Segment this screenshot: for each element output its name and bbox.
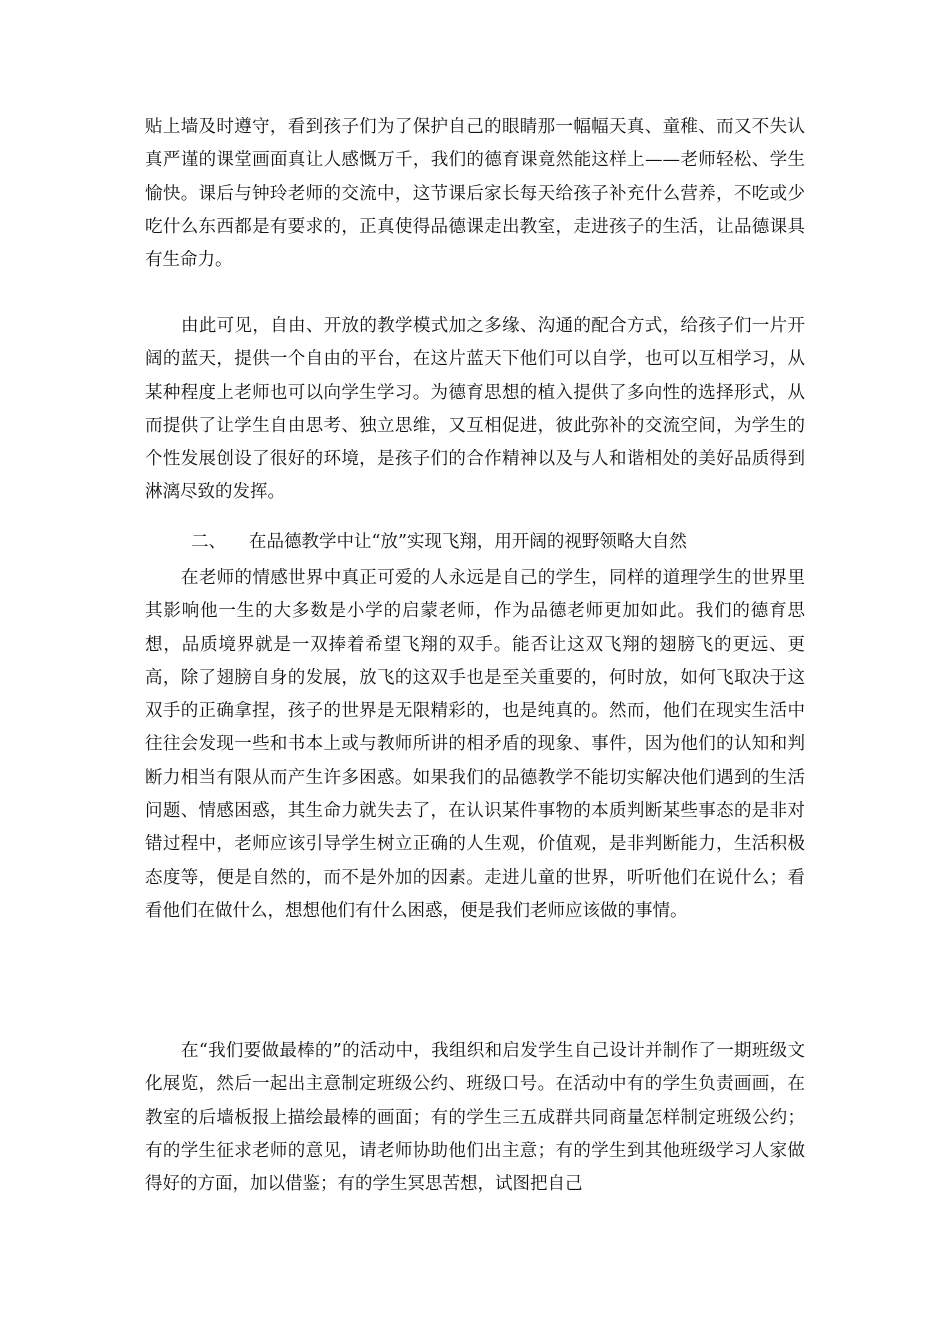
- paragraph-continuation: 贴上墙及时遵守，看到孩子们为了保护自己的眼睛那一幅幅天真、童稚、而又不失认真严谨的课堂画面真让人感慨万千，我们的德育课竟然能这样上——老师轻松、学生愉快。课后与钟玲老师的交流中，这节课后家长每天给孩子补充什么营养，不吃或少吃什么东西都是有要求的，正真使得品德课走出教室，走进孩子的生活，让品德课具有生命力。: [145, 117, 805, 271]
- section-title: 在品德教学中让“放”实现飞翔，用开阔的视野领略大自然: [249, 532, 687, 552]
- paragraph-activity: 在“我们要做最棒的”的活动中，我组织和启发学生自己设计并制作了一期班级文化展览，然后一起出主意制定班级公约、班级口号。在活动中有的学生负责画画，在教室的后墙板报上描绘最棒的画面；有的学生三五成群共同商量怎样制定班级公约；有的学生征求老师的意见，请老师协助他们出主意；有的学生到其他班级学习人家做得好的方面，加以借鉴；有的学生冥思苦想，试图把自己: [145, 1041, 805, 1195]
- paragraph-conclusion: 由此可见，自由、开放的教学模式加之多缘、沟通的配合方式，给孩子们一片开阔的蓝天，提供一个自由的平台，在这片蓝天下他们可以自学，也可以互相学习，从某种程度上老师也可以向学生学习。为德育思想的植入提供了多向性的选择形式，从而提供了让学生自由思考、独立思维，又互相促进，彼此弥补的交流空间，为学生的个性发展创设了很好的环境，是孩子们的合作精神以及与人和谐相处的美好品质得到淋漓尽致的发挥。: [145, 316, 805, 503]
- section-number: 二、: [191, 532, 226, 552]
- paragraph-section-body: 在老师的情感世界中真正可爱的人永远是自己的学生，同样的道理学生的世界里其影响他一生的大多数是小学的启蒙老师，作为品德老师更加如此。我们的德育思想，品质境界就是一双捧着希望飞翔的双手。能否让这双飞翔的翅膀飞的更远、更高，除了翅膀自身的发展，放飞的这双手也是至关重要的，何时放，如何飞取决于这双手的正确拿捏，孩子的世界是无限精彩的，也是纯真的。然而，他们在现实生活中往往会发现一些和书本上或与教师所讲的相矛盾的现象、事件，因为他们的认知和判断力相当有限从而产生许多困惑。如果我们的品德教学不能切实解决他们遇到的生活问题、情感困惑，其生命力就失去了，在认识某件事物的本质判断某些事态的是非对错过程中，老师应该引导学生树立正确的人生观，价值观，是非判断能力，生活积极态度等，便是自然的，而不是外加的因素。走进儿童的世界，听听他们在说什么；看看他们在做什么，想想他们有什么困惑，便是我们老师应该做的事情。: [145, 568, 805, 921]
- section-heading: [145, 526, 805, 559]
